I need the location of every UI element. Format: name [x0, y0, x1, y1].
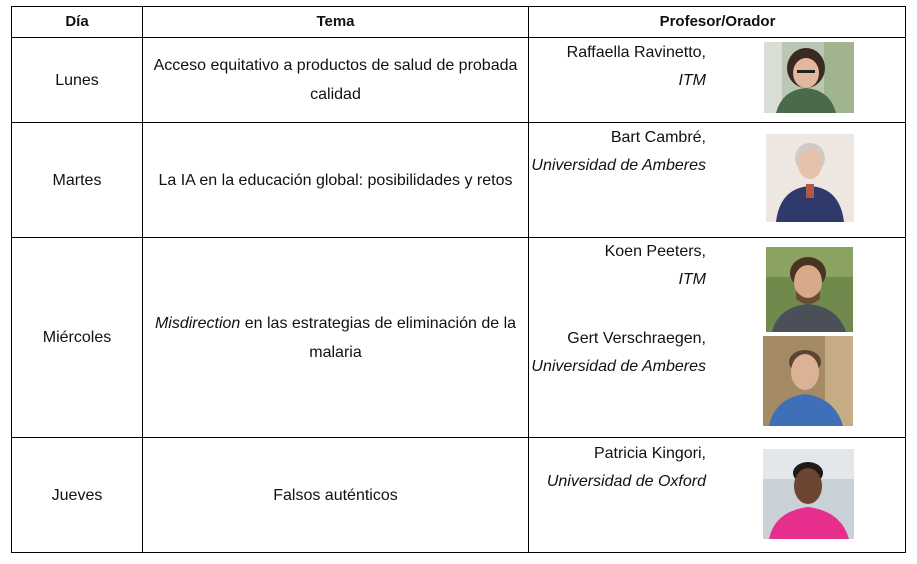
speaker-entry — [530, 325, 706, 381]
speaker-name: Bart Cambré, — [610, 129, 706, 146]
speaker-institution: Universidad de Amberes — [531, 157, 706, 174]
topic-text: en las estrategias de eliminación de la malaria — [240, 314, 517, 361]
table-row-day: Jueves — [51, 486, 103, 504]
table-row-day: Miércoles — [42, 329, 112, 346]
speaker-entry — [530, 39, 706, 95]
header-speaker: Profesor/Orador — [659, 13, 776, 30]
speaker-institution: Universidad de Amberes — [531, 358, 706, 375]
speaker-entry — [530, 238, 706, 294]
speaker-institution: Universidad de Oxford — [546, 473, 706, 490]
speaker-photo — [763, 336, 853, 426]
speaker-photo — [764, 42, 854, 113]
topic-emphasis: Misdirection — [154, 314, 241, 332]
table-row-day: Lunes — [55, 71, 99, 89]
table-row-topic: La IA en la educación global: posibilidades y retos — [158, 171, 513, 189]
column-divider — [528, 7, 529, 552]
header-topic: Tema — [316, 13, 355, 30]
speaker-name: Patricia Kingori, — [593, 445, 706, 462]
table-row-topic — [143, 238, 528, 437]
speaker-institution: ITM — [678, 72, 706, 89]
speaker-entry — [530, 440, 706, 496]
table-row-topic: Falsos auténticos — [273, 486, 398, 504]
speaker-entry — [530, 124, 706, 180]
table-row-day: Martes — [52, 171, 102, 189]
table-row-topic: Acceso equitativo a productos de salud de probada calidad — [153, 57, 518, 103]
speaker-institution: ITM — [678, 271, 706, 288]
speaker-name: Koen Peeters, — [604, 243, 706, 260]
speaker-photo — [766, 247, 853, 332]
speaker-name: Gert Verschraegen, — [567, 330, 706, 347]
speaker-name: Raffaella Ravinetto, — [566, 44, 706, 61]
header-day: Día — [65, 13, 89, 30]
schedule-table — [11, 6, 906, 553]
speaker-photo — [763, 449, 854, 539]
speaker-photo — [766, 134, 854, 222]
